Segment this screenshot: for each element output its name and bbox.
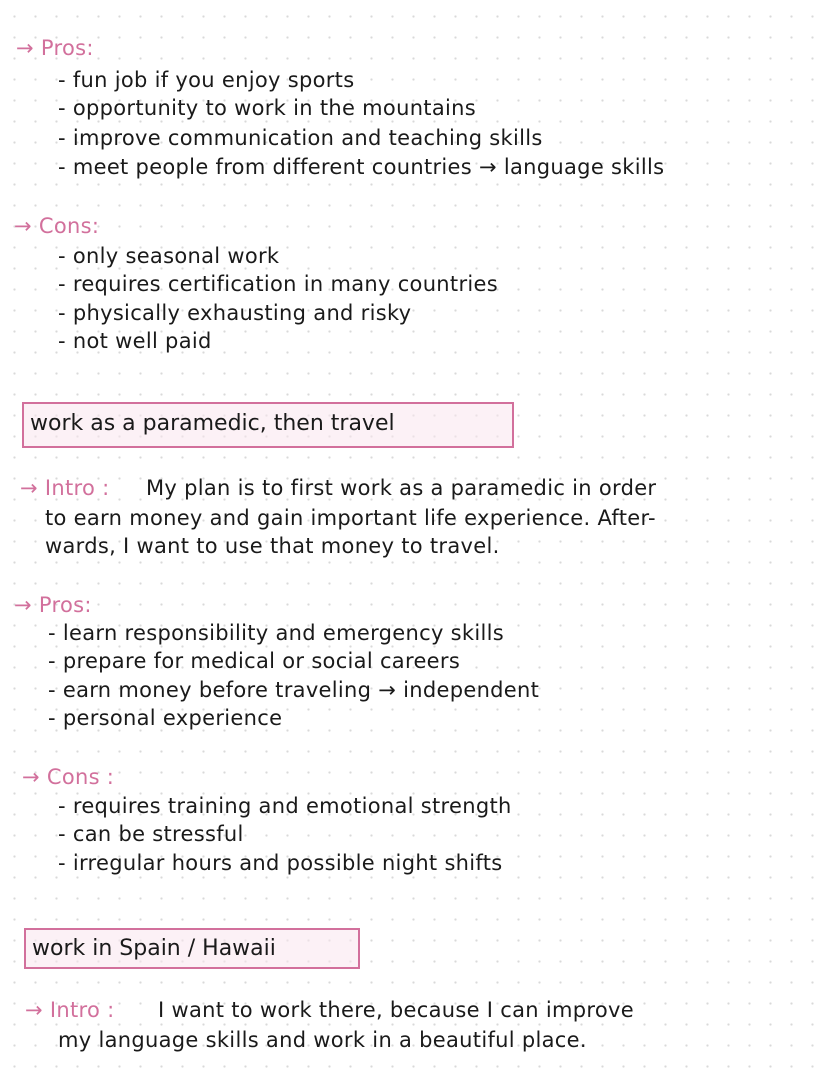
intro-label: → Intro : <box>25 998 115 1022</box>
intro-text: I want to work there, because I can improve <box>158 998 634 1022</box>
intro-text: my language skills and work in a beautiful place. <box>58 1028 587 1052</box>
section-title: work as a paramedic, then travel <box>22 402 514 448</box>
list-item: - can be stressful <box>58 822 244 846</box>
intro-text: to earn money and gain important life experience. After- <box>45 506 656 530</box>
cons-label: → Cons : <box>22 765 115 789</box>
list-item: - prepare for medical or social careers <box>48 649 461 673</box>
list-item: - earn money before traveling → independent <box>48 678 540 702</box>
list-item: - only seasonal work <box>58 244 280 268</box>
list-item: - requires training and emotional strength <box>58 794 512 818</box>
intro-label: → Intro : <box>20 476 110 500</box>
list-item: - not well paid <box>58 329 212 353</box>
list-item: - personal experience <box>48 706 283 730</box>
cons-label: → Cons: <box>14 214 100 238</box>
list-item: - fun job if you enjoy sports <box>58 68 355 92</box>
list-item: - improve communication and teaching skills <box>58 126 543 150</box>
list-item: - learn responsibility and emergency skills <box>48 621 504 645</box>
intro-text: My plan is to first work as a paramedic in order <box>146 476 657 500</box>
list-item: - irregular hours and possible night shifts <box>58 851 503 875</box>
list-item: - meet people from different countries → language skills <box>58 155 665 179</box>
intro-text: wards, I want to use that money to travel. <box>45 534 500 558</box>
list-item: - requires certification in many countries <box>58 272 498 296</box>
pros-label: → Pros: <box>14 593 92 617</box>
list-item: - physically exhausting and risky <box>58 301 412 325</box>
section-title: work in Spain / Hawaii <box>24 928 360 969</box>
pros-label: → Pros: <box>16 36 94 60</box>
list-item: - opportunity to work in the mountains <box>58 96 476 120</box>
